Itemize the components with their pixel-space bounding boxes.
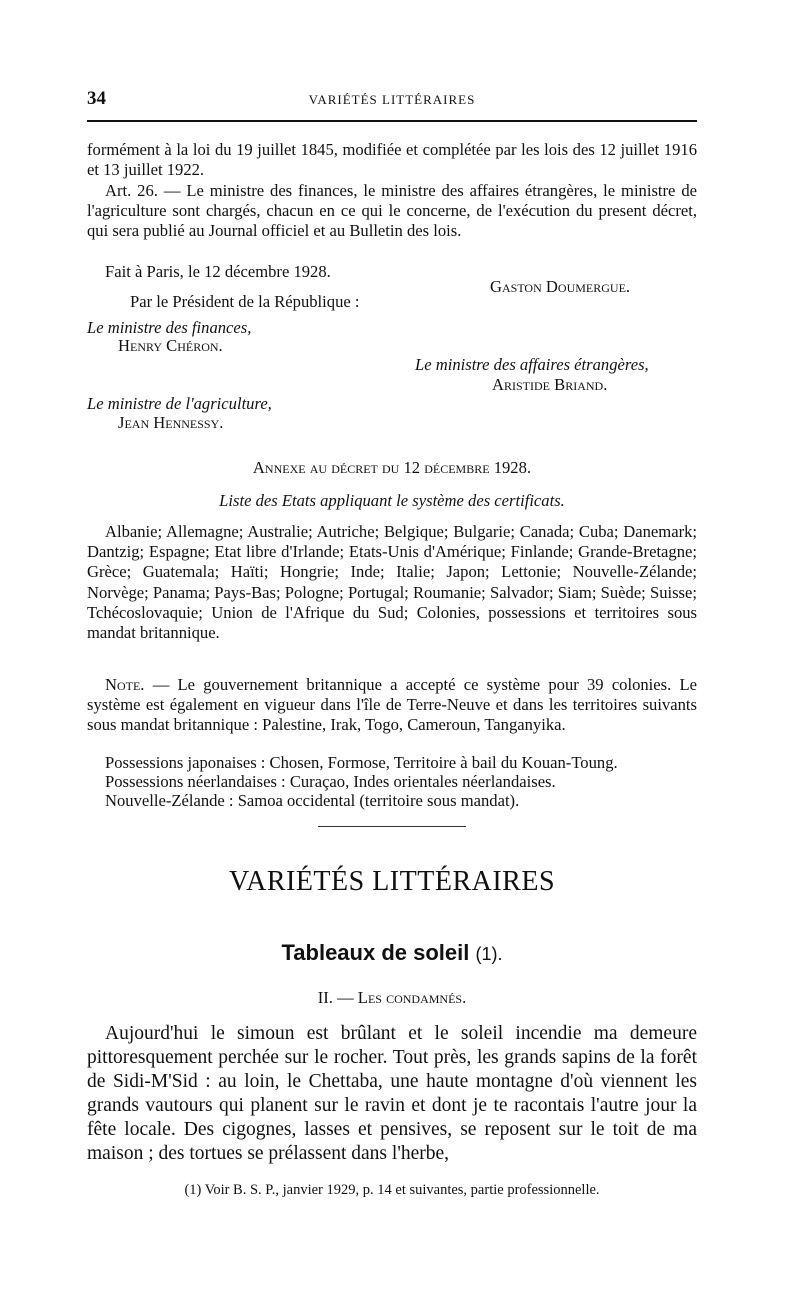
foreign-minister-title: Le ministre des affaires étrangères,	[415, 355, 649, 374]
president-signature: Gaston Doumergue.	[490, 277, 631, 296]
new-zealand-possessions: Nouvelle-Zélande : Samoa occidental (territoire sous mandat).	[105, 791, 520, 810]
agriculture-minister-title: Le ministre de l'agriculture,	[87, 394, 272, 413]
page-number: 34	[87, 88, 106, 109]
annex-country-list: Albanie; Allemagne; Australie; Autriche; Belgique; Bulgarie; Canada; Cuba; Danemark; Dantzig; Espagne; Etat libre d'Irlande; Etats-Unis d'Amérique; Finlande; Grande-Bretagne; Grèce; Guatemala; Haïti; Hongrie; Inde; Italie; Japon; Lettonie; Nouvelle-Zélande; Norvège; Panama; Pays-Bas; Pologne; Portugal; Roumanie; Salvador; Siam; Suède; Suisse; Tchécoslovaquie; Union de l'Afrique du Sud; Colonies, possessions et territoires sous mandat britannique.	[87, 522, 697, 643]
annex-subtitle: Liste des Etats appliquant le système des certificats.	[219, 491, 565, 510]
annex-title: Annexe au décret du 12 décembre 1928.	[252, 458, 532, 477]
decree-article-26: Art. 26. — Le ministre des finances, le ministre des affaires étrangères, le ministre de l'agriculture sont chargés, chacun en ce qui le concerne, de l'exécution du present décret, qui sera publié au Journal officiel et au Bulletin des lois.	[87, 181, 697, 241]
by-president-line: Par le Président de la République :	[130, 292, 360, 311]
article-title-note: (1).	[475, 944, 503, 964]
running-header	[87, 88, 697, 112]
section-title: VARIÉTÉS LITTÉRAIRES	[228, 866, 556, 897]
subsection-title: II. — Les condamnés.	[317, 988, 467, 1007]
foreign-minister-name: Aristide Briand.	[492, 375, 608, 394]
running-title: VARIÉTÉS LITTÉRAIRES	[308, 92, 476, 107]
agriculture-minister-name: Jean Hennessy.	[118, 413, 224, 432]
finance-minister-title: Le ministre des finances,	[87, 318, 252, 337]
decree-date: Fait à Paris, le 12 décembre 1928.	[105, 262, 331, 281]
header-rule	[87, 120, 697, 122]
footnote: (1) Voir B. S. P., janvier 1929, p. 14 et suivantes, partie professionnelle.	[184, 1182, 600, 1198]
dutch-possessions: Possessions néerlandaises : Curaçao, Indes orientales néerlandaises.	[105, 772, 556, 791]
finance-minister-name: Henry Chéron.	[118, 336, 223, 355]
article-title-text: Tableaux de soleil	[281, 940, 470, 965]
article-body: Aujourd'hui le simoun est brûlant et le soleil incendie ma demeure pittoresquement perchée sur le rocher. Tout près, les grands sapins de la forêt de Sidi-M'Sid : au loin, le Chettaba, une haute montagne d'où viennent les grands vautours qui planent sur le ravin et dont je te racontais l'autre jour la fête locale. Des cigognes, lasses et pensives, se reposent sur le toit de ma maison ; des tortues se prélassent dans l'herbe,	[87, 1023, 697, 1164]
note-text: — Le gouvernement britannique a accepté ce système pour 39 colonies. Le système est également en vigueur dans l'île de Terre-Neuve et dans les territoires suivants sous mandat britannique : Palestine, Irak, Togo, Cameroun, Tanganyika.	[87, 675, 697, 735]
annex-note	[87, 675, 697, 736]
note-label: Note.	[105, 675, 145, 694]
section-divider	[318, 826, 466, 827]
japanese-possessions: Possessions japonaises : Chosen, Formose, Territoire à bail du Kouan-Toung.	[105, 753, 618, 772]
article-title	[87, 940, 697, 966]
decree-paragraph-1: formément à la loi du 19 juillet 1845, modifiée et complétée par les lois des 12 juillet 1916 et 13 juillet 1922.	[87, 140, 697, 180]
